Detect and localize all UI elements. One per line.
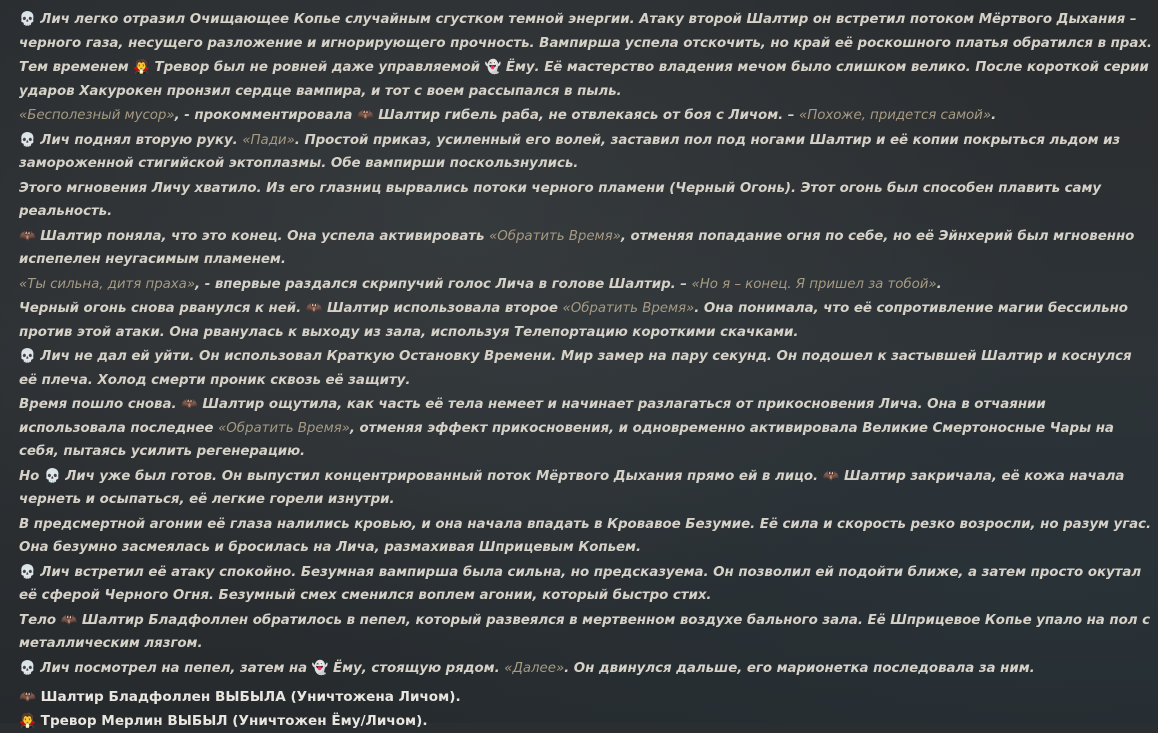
bat-icon: 🦇 [356,108,374,123]
paragraph-text: Время пошло снова. [19,397,177,412]
story-paragraph-13 [19,561,1154,608]
paragraph-text: Но [19,468,40,484]
bat-icon: 🦇 [181,397,198,412]
paragraph-text: Шалтир поняла, что это конец. Она успела активировать [40,228,485,244]
bat-icon: 🦇 [305,301,323,316]
paragraph-text: Шалтир использовала второе [327,301,558,316]
story-log [19,8,1154,733]
paragraph-text: Лич легко отразил Очищающее Копье случайным сгустком темной энергии. Атаку второй Шалтир он встретил потоком Мёртвого Дыхания – черного газа, несущего разложение и игнорирующего прочность. Вампирша успела отскочить, но край её роскошного платья обратился в прах. [19,12,1152,51]
paragraph-text: В предсмертной агонии её глаза налились кровью, и она начала впадать в Кровавое Безумие. Её сила и скорость резко возросли, но разум угас. Она безумно засмеялась и бросилась на Лича, размахивая Шприцевым Копьем. [19,516,1152,555]
ghost-icon: 👻 [484,60,502,75]
paragraph-text: , отменяя эффект прикосновения, и одновременно активировала Великие Смертоносные Чары на себя, пытаясь усилить регенерацию. [19,420,1114,459]
story-paragraph-4 [19,129,1154,176]
bat-icon: 🦇 [19,689,36,705]
paragraph-text: Шалтир гибель раба, не отвлекаясь от боя с Личом. – [378,108,795,123]
skull-icon: 💀 [19,12,36,27]
paragraph-text: . [936,276,942,292]
skull-icon: 💀 [19,564,36,580]
ghost-icon: 👻 [311,660,329,676]
paragraph-text: , - прокомментировала [174,108,353,123]
paragraph-text: Шалтир ощутила, как часть её тела немеет и начинает разлагаться от прикосновения Лича. Она в отчаянии использовала последнее [19,397,1046,436]
paragraph-text: Лич поднял вторую руку. [40,132,238,148]
paragraph-text: . Он двинулся дальше, его марионетка последовала за ним. [564,660,1035,676]
paragraph-text: Лич встретил её атаку спокойно. Безумная вампирша была сильна, но предсказуема. Он позволил ей подойти ближе, а затем просто окутал её сферой Черного Огня. Безумный смех сменился воплем агонии, который быстро стих. [19,564,1142,603]
paragraph-text: Лич не дал ей уйти. Он использовал Краткую Остановку Времени. Мир замер на пару секунд. Он подошел к застывшей Шалтир и коснулся её плеча. Холод смерти проник сквозь её защиту. [19,349,1132,388]
elimination-summary-shaltir [19,685,1154,709]
story-paragraph-11 [19,465,1154,512]
paragraph-text: , - впервые раздался скрипучий голос Лича в голове Шалтир. – [195,276,687,292]
quote-text: «Бесполезный мусор» [19,108,175,123]
paragraph-text: Лич уже был готов. Он выпустил концентрированный поток Мёртвого Дыхания прямо ей в лицо. [65,468,819,484]
story-paragraph-3 [19,104,1154,128]
paragraph-text: Шалтир Бладфоллен обратилось в пепел, который развеялся в мертвенном воздухе бального зала. Её Шприцевое Копье упало на пол с металлическим лязгом. [19,612,1151,651]
story-paragraph-5 [19,177,1154,224]
story-paragraph-15 [19,657,1154,681]
quote-text: «Обратить Время» [218,420,350,436]
paragraph-text: Лич посмотрел на пепел, затем на [40,660,308,676]
story-paragraph-9 [19,345,1154,392]
paragraph-text: Шалтир закричала, её кожа начала чернеть и осыпаться, её легкие горели изнутри. [19,468,1125,507]
paragraph-text: . [991,108,997,123]
vampire-icon: 🧛 [19,713,36,729]
paragraph-text: Ёму, стоящую рядом. [333,660,500,676]
quote-text: «Ты сильна, дитя праха» [19,276,196,292]
quote-text: «Пади» [242,132,295,148]
skull-icon: 💀 [43,468,61,484]
paragraph-text: . Она понимала, что её сопротивление магии бессильно против этой атаки. Она рванулась к выходу из зала, используя Телепортацию короткими скачками. [19,301,1128,340]
bat-icon: 🦇 [822,468,840,484]
story-paragraph-8 [19,297,1154,344]
skull-icon: 💀 [19,660,36,676]
story-paragraph-2 [19,56,1154,103]
story-paragraph-14 [19,609,1154,656]
summary-text: Тревор Мерлин ВЫБЫЛ (Уничтожен Ёму/Личом). [40,713,428,729]
vampire-icon: 🧛 [133,60,150,75]
skull-icon: 💀 [19,349,36,364]
paragraph-text: Этого мгновения Личу хватило. Из его глазниц вырвались потоки черного пламени (Черный Огонь). Этот огонь был способен плавить саму реальность. [19,180,1102,219]
paragraph-text: , отменяя попадание огня по себе, но её Эйнхерий был мгновенно испепелен неугасимым пламенем. [19,228,1135,267]
quote-text: «Похоже, придется самой» [799,108,992,123]
paragraph-text: Черный огонь снова рванулся к ней. [19,301,302,316]
bat-icon: 🦇 [60,612,78,628]
story-paragraph-7 [19,273,1154,297]
elimination-summary-trevor [19,709,1154,733]
quote-text: «Далее» [504,660,565,676]
paragraph-text: Тело [19,612,57,628]
paragraph-text: Тем временем [19,60,129,75]
paragraph-text: Тревор был не ровней даже управляемой [154,60,480,75]
quote-text: «Но я – конец. Я пришел за тобой» [691,276,937,292]
summary-text: Шалтир Бладфоллен ВЫБЫЛА (Уничтожена Личом). [40,689,461,705]
story-paragraph-12 [19,513,1154,560]
story-paragraph-1 [19,8,1154,55]
skull-icon: 💀 [19,132,36,148]
paragraph-text: Ёму. Её мастерство владения мечом было слишком велико. После короткой серии ударов Хакурокен пронзил сердце вампира, и тот с воем рассыпался в пыль. [19,60,1149,99]
quote-text: «Обратить Время» [489,228,621,244]
story-paragraph-10 [19,393,1154,464]
bat-icon: 🦇 [19,228,36,244]
story-paragraph-6 [19,225,1154,272]
paragraph-text: . Простой приказ, усиленный его волей, заставил пол под ногами Шалтир и её копии покрыться льдом из замороженной стигийской эктоплазмы. Обе вампирши поскользнулись. [19,132,1121,171]
quote-text: «Обратить Время» [562,301,695,316]
